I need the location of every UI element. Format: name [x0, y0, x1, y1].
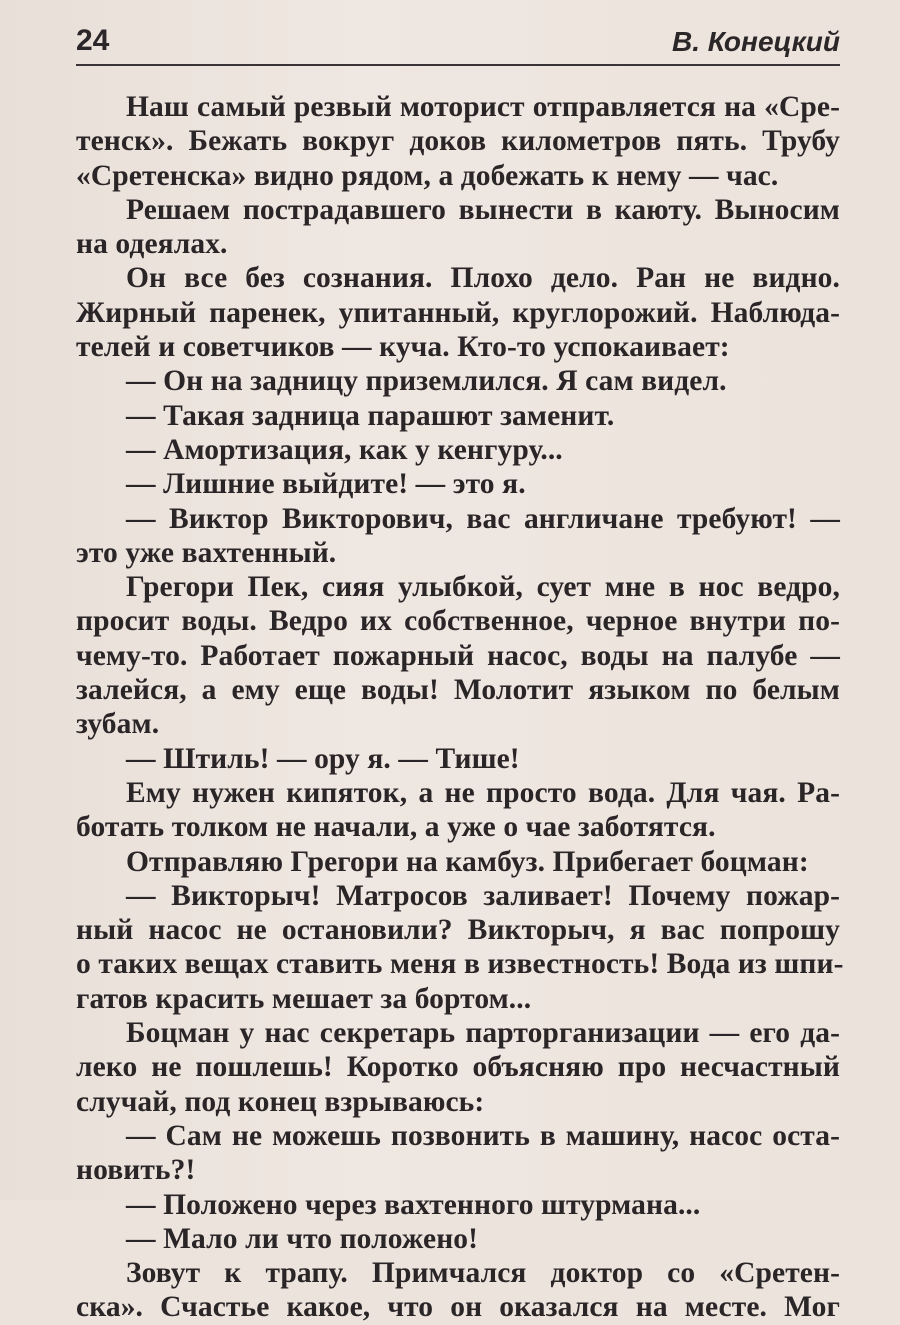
- text-line: просит воды. Ведро их собственное, черное внутри по-: [76, 605, 840, 638]
- text-line: чему-то. Работает пожарный насос, воды на палубе —: [76, 639, 840, 672]
- text-line: — Виктор Викторович, вас англичане требуют! —: [126, 502, 840, 535]
- text-line: — Штиль! — ору я. — Тише!: [126, 742, 520, 775]
- text-line: «Сретенска» видно рядом, а добежать к нему — час.: [76, 159, 779, 192]
- text-line: Отправляю Грегори на камбуз. Прибегает боцман:: [126, 845, 809, 878]
- text-line: — Сам не можешь позвонить в машину, насос оста-: [126, 1119, 840, 1152]
- text-line: случай, под конец взрываюсь:: [76, 1085, 485, 1118]
- text-line: — Мало ли что положено!: [126, 1222, 479, 1255]
- page-number: 24: [76, 24, 110, 57]
- text-line: — Амортизация, как у кенгуру...: [126, 433, 563, 466]
- text-line: — Лишние выйдите! — это я.: [126, 468, 526, 501]
- text-line: новить?!: [76, 1154, 196, 1187]
- text-line: зубам.: [76, 708, 160, 741]
- page-header: [76, 22, 840, 66]
- text-line: Зовут к трапу. Примчался доктор со «Сретен-: [126, 1257, 840, 1290]
- text-line: Боцман у нас секретарь парторганизации — его да-: [126, 1017, 840, 1050]
- text-line: — Он на задницу приземлился. Я сам видел.: [126, 365, 727, 398]
- text-line: ботать толком не начали, а уже о чае заботятся.: [76, 811, 716, 844]
- text-line: — Такая задница парашют заменит.: [126, 399, 615, 432]
- text-line: о таких вещах ставить меня в известность! Вода из шпи-: [76, 948, 844, 981]
- text-line: Он все без сознания. Плохо дело. Ран не видно.: [126, 262, 840, 295]
- text-line: гатов красить мешает за бортом...: [76, 982, 532, 1015]
- text-line: ный насос не остановили? Викторыч, я вас попрошу: [76, 914, 840, 947]
- text-line: это уже вахтенный.: [76, 536, 337, 569]
- text-line: на одеялах.: [76, 228, 228, 261]
- text-line: — Положено через вахтенного штурмана...: [126, 1188, 701, 1221]
- text-line: залейся, а ему еще воды! Молотит языком по белым: [76, 674, 840, 707]
- text-line: Наш самый резвый моторист отправляется на «Сре-: [126, 91, 840, 123]
- body-text: [76, 90, 844, 1325]
- text-line: ска». Счастье какое, что он оказался на месте. Мог: [76, 1291, 840, 1324]
- text-line: Решаем пострадавшего вынести в каюту. Выносим: [126, 193, 840, 226]
- text-line: Грегори Пек, сияя улыбкой, сует мне в нос ведро,: [126, 571, 840, 604]
- text-line: — Викторыч! Матросов заливает! Почему пожар-: [126, 879, 840, 912]
- text-line: Жирный паренек, упитанный, круглорожий. Наблюда-: [76, 296, 840, 329]
- text-line: телей и советчиков — куча. Кто-то успокаивает:: [76, 331, 730, 364]
- text-line: леко не пошлешь! Коротко объясняю про несчастный: [76, 1051, 840, 1084]
- running-head-author: В. Конецкий: [672, 26, 840, 57]
- text-line: Ему нужен кипяток, а не просто вода. Для чая. Ра-: [126, 776, 840, 809]
- text-line: тенск». Бежать вокруг доков километров пять. Трубу: [76, 125, 840, 158]
